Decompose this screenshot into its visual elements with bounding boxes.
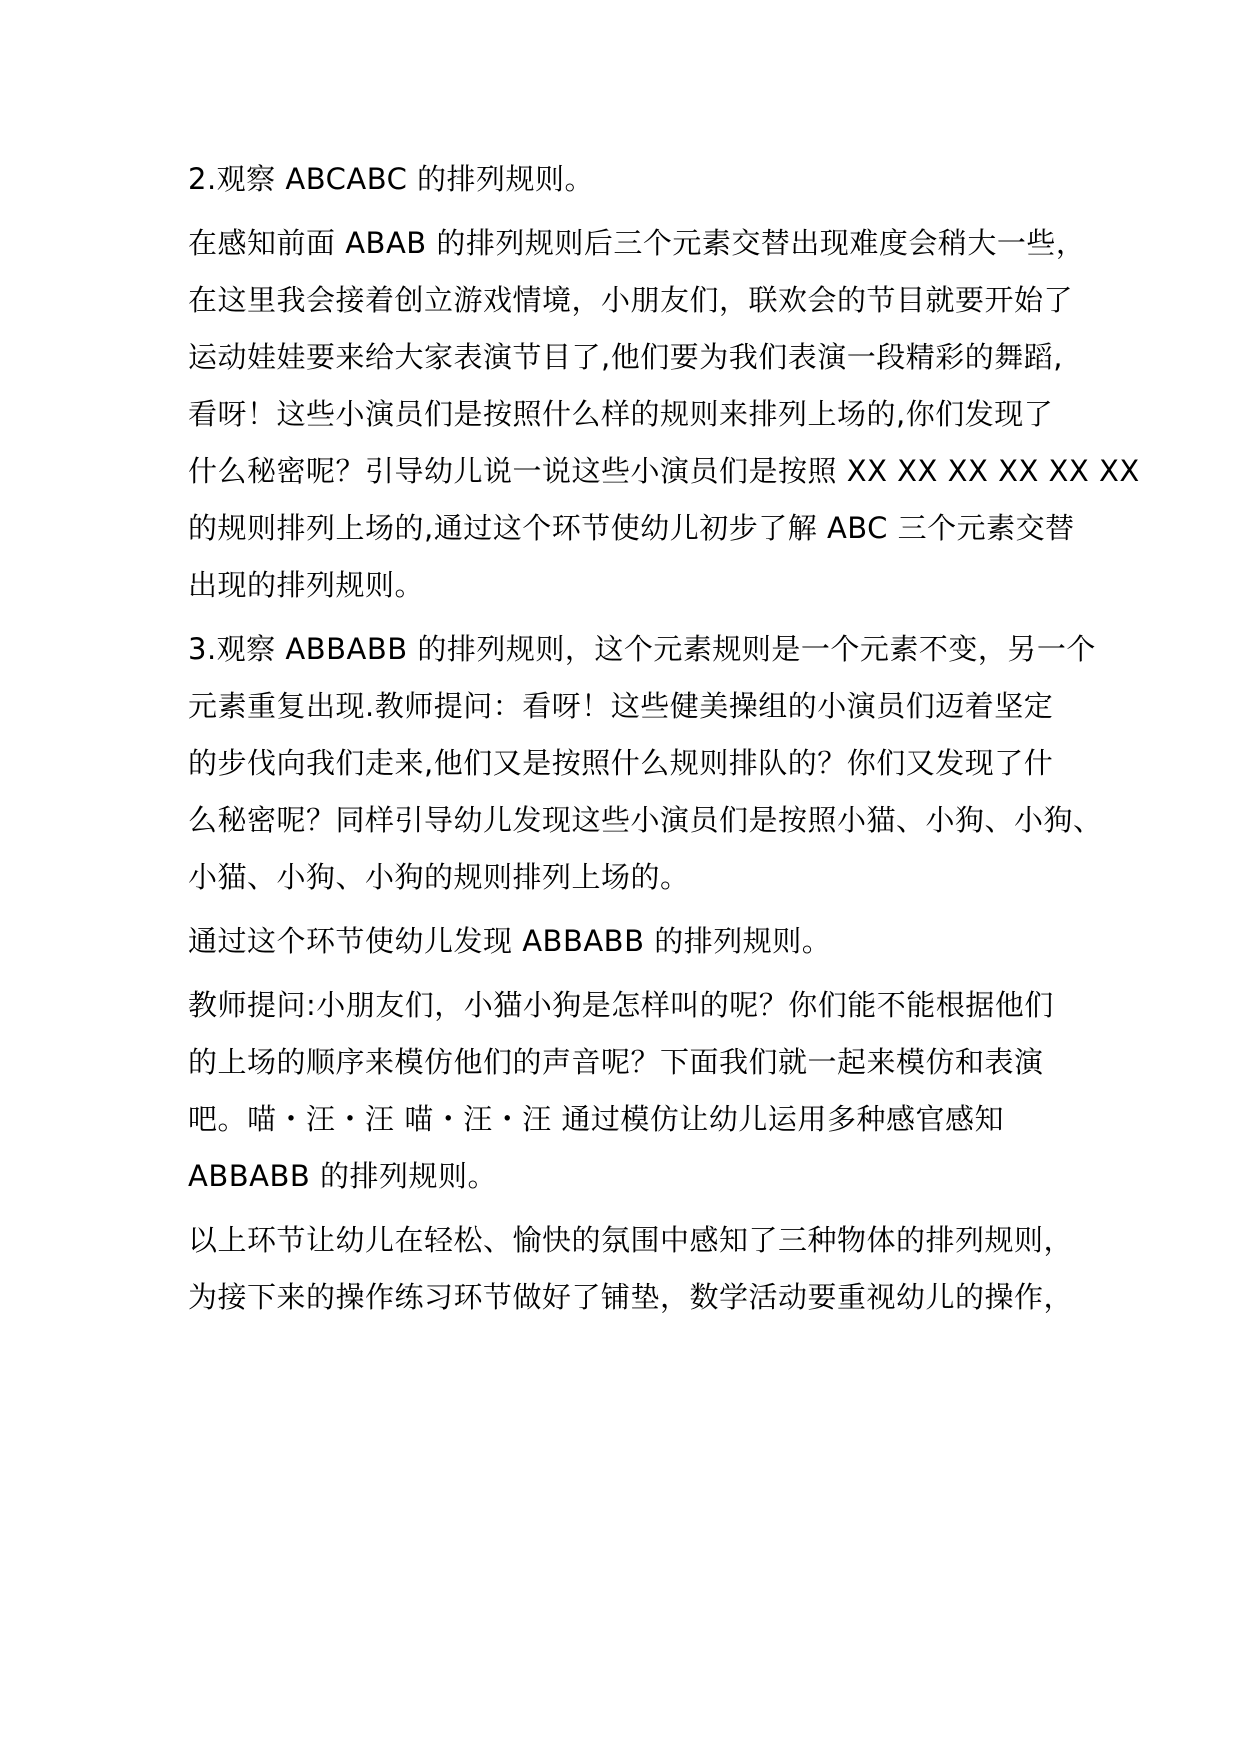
- text-line: 在感知前面 ABAB 的排列规则后三个元素交替出现难度会稍大一些，: [188, 226, 1086, 260]
- text-line: 小猫、小狗、小狗的规则排列上场的。: [188, 860, 690, 894]
- text-line: 什么秘密呢？引导幼儿说一说这些小演员们是按照 XX XX XX XX XX XX: [188, 454, 1140, 488]
- text-line: 为接下来的操作练习环节做好了铺垫，数学活动要重视幼儿的操作，: [188, 1280, 1074, 1314]
- text-line: ABBABB 的排列规则。: [188, 1159, 497, 1193]
- text-line: 在这里我会接着创立游戏情境，小朋友们，联欢会的节目就要开始了: [188, 283, 1074, 317]
- text-line: 的上场的顺序来模仿他们的声音呢？下面我们就一起来模仿和表演: [188, 1045, 1044, 1079]
- text-line: 教师提问:小朋友们，小猫小狗是怎样叫的呢？你们能不能根据他们: [188, 988, 1054, 1022]
- text-line: 通过这个环节使幼儿发现 ABBABB 的排列规则。: [188, 924, 832, 958]
- text-line: 3.观察 ABBABB 的排列规则，这个元素规则是一个元素不变，另一个: [188, 632, 1096, 666]
- text-line: 的规则排列上场的,通过这个环节使幼儿初步了解 ABC 三个元素交替: [188, 511, 1075, 545]
- text-line: 以上环节让幼儿在轻松、愉快的氛围中感知了三种物体的排列规则，: [188, 1223, 1074, 1257]
- text-line: 看呀！这些小演员们是按照什么样的规则来排列上场的,你们发现了: [188, 397, 1054, 431]
- text-line: 2.观察 ABCABC 的排列规则。: [188, 162, 595, 196]
- text-line: 么秘密呢？同样引导幼儿发现这些小演员们是按照小猫、小狗、小狗、: [188, 803, 1103, 837]
- text-line: 出现的排列规则。: [188, 568, 425, 602]
- text-line: 运动娃娃要来给大家表演节目了,他们要为我们表演一段精彩的舞蹈,: [188, 340, 1063, 374]
- text-line: 的步伐向我们走来,他们又是按照什么规则排队的？你们又发现了什: [188, 746, 1054, 780]
- text-line: 元素重复出现.教师提问：看呀！这些健美操组的小演员们迈着坚定: [188, 689, 1054, 723]
- text-line: 吧。喵・汪・汪 喵・汪・汪 通过模仿让幼儿运用多种感官感知: [188, 1102, 1004, 1136]
